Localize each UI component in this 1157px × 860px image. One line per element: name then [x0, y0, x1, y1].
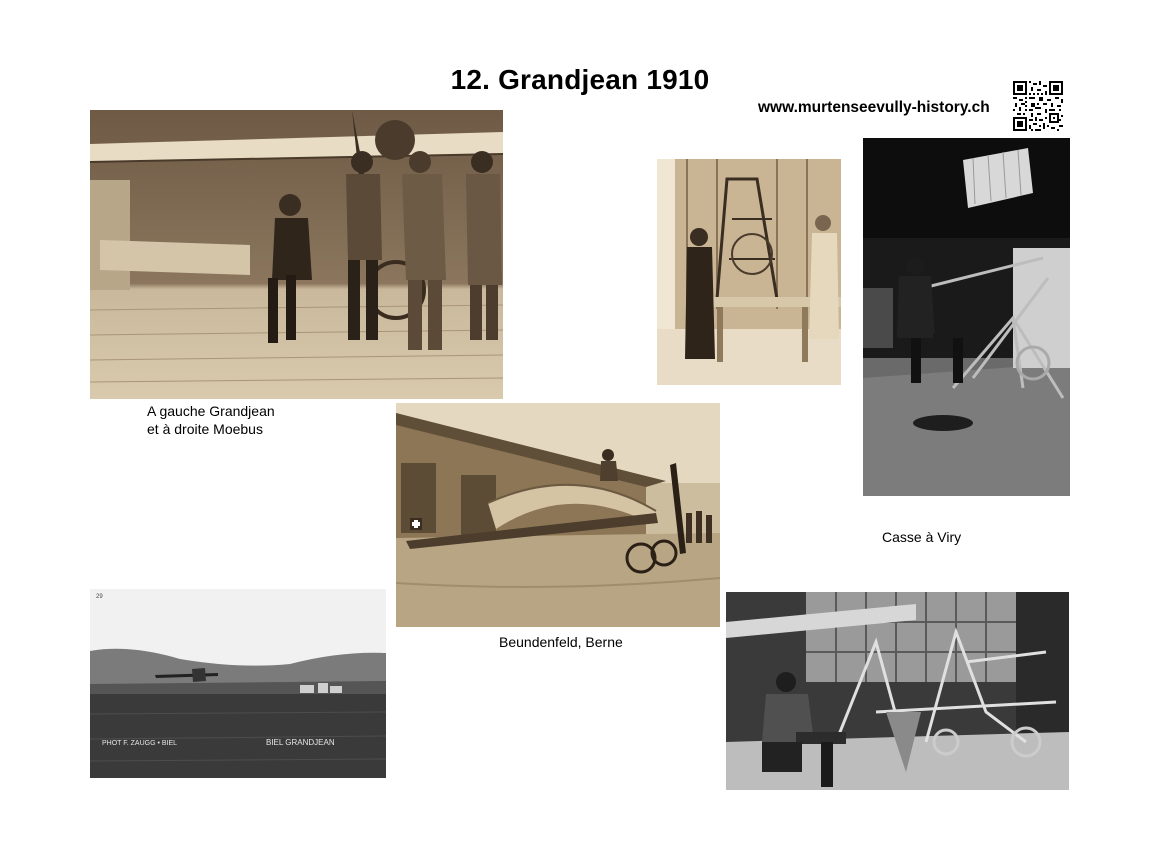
postcard-title-label: BIEL GRANDJEAN: [266, 738, 335, 747]
page-title: 12. Grandjean 1910: [450, 64, 710, 95]
caption-line: et à droite Moebus: [147, 421, 263, 437]
caption-line: A gauche Grandjean: [147, 403, 275, 419]
caption-hangar-group: [147, 402, 275, 438]
photographer-label: PHOT F. ZAUGG • BIEL: [102, 740, 178, 747]
photo-postcard-flight: [90, 589, 386, 778]
caption-beundenfeld: [499, 633, 623, 651]
website-link[interactable]: www.murtenseevully-history.ch: [758, 99, 990, 116]
photo-wreck-viry: [863, 138, 1070, 496]
caption-line: Casse à Viry: [882, 529, 962, 545]
photo-workshop-frame: [657, 159, 841, 385]
photo-number-label: 29: [96, 594, 103, 600]
photo-beundenfeld: [396, 403, 720, 627]
photo-hangar-group: [90, 110, 503, 399]
caption-line: Beundenfeld, Berne: [499, 634, 623, 650]
qr-code-icon: [1013, 81, 1063, 131]
caption-wreck-viry: [882, 528, 961, 546]
photo-wreck-seated: [726, 592, 1069, 790]
